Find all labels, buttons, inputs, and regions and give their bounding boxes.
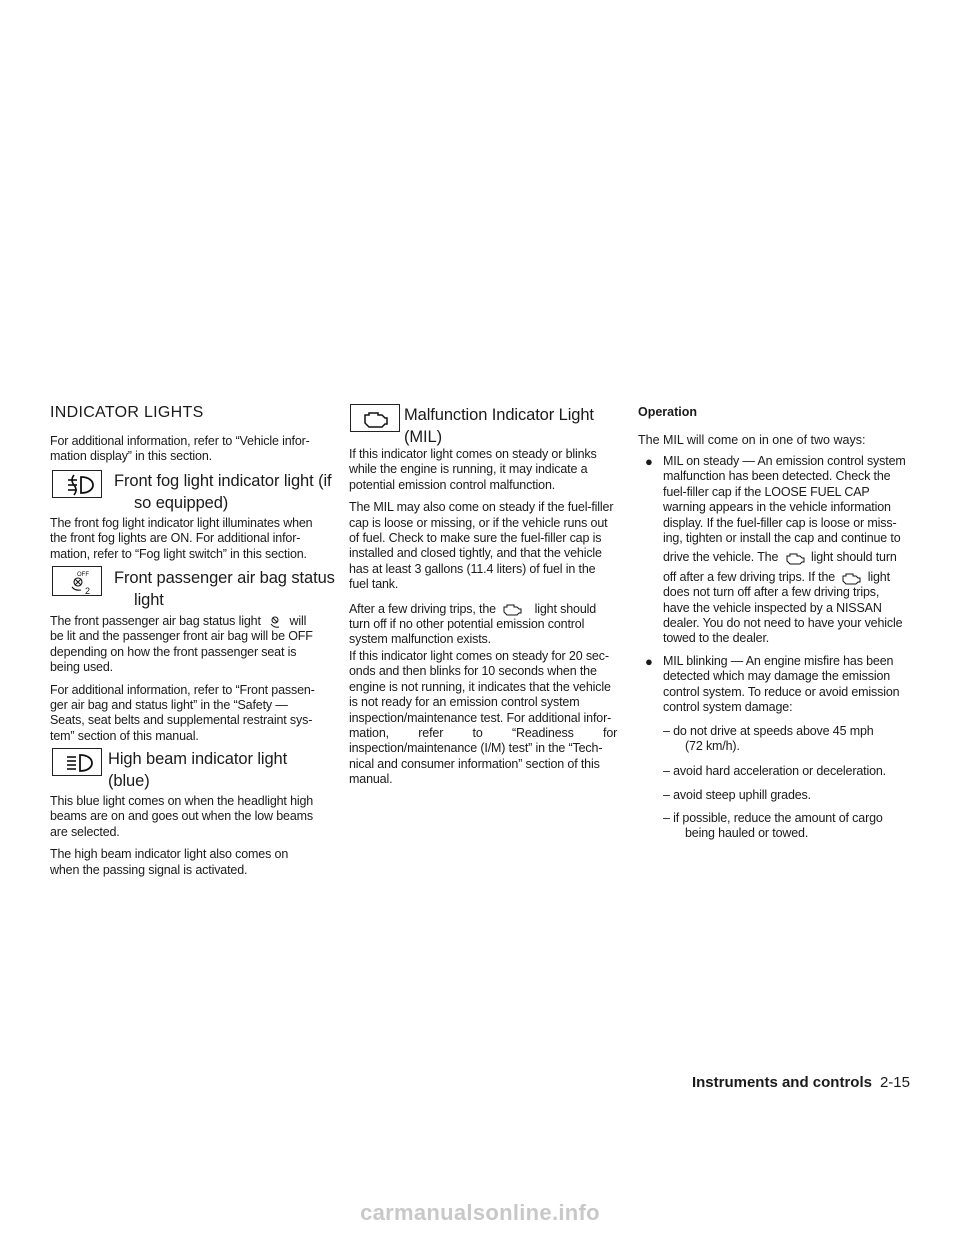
airbag-body: The front passenger air bag status light will be lit and the passenger front air bag will be OFF depending on how the front passenger seat is being used. For additional information, refer to “Front passen- ger air bag and status light” in the “Safety — Seats, seat belts and supplemental restraint sys- tem” section of this manual. — [50, 614, 315, 743]
bullet-2-marker: ● — [645, 654, 653, 669]
mil-icon-box — [350, 404, 400, 432]
footer-section-name: Instruments and controls — [691, 1074, 872, 1091]
passenger-airbag-off-icon — [53, 567, 103, 597]
front-fog-light-icon — [53, 471, 103, 499]
operation-heading: Operation — [638, 405, 698, 419]
engine-check-icon — [351, 405, 401, 433]
bullet-mil-blinking: MIL blinking — An engine misfire has been detected which may damage the emission control system. To reduce or avoid emission control system damage: — [663, 654, 900, 715]
engine-check-inline-icon — [838, 571, 864, 585]
dash-item-uphill: – avoid steep uphill grades. — [663, 788, 811, 802]
operation-intro: The MIL will come on in one of two ways: — [638, 433, 866, 447]
intro-paragraph: For additional information, refer to “Vehicle infor- mation display” in this section. — [50, 434, 310, 464]
high-beam-icon — [53, 749, 103, 777]
high-beam-body: This blue light comes on when the headlight high beams are on and goes out when the low beams are selected. The high beam indicator light also comes on when the passing signal is activated. — [50, 794, 314, 877]
mil-body: If this indicator light comes on steady or blinks while the engine is running, it may indicate a potential emission control malfunction. The MIL may also come on steady if the fuel-filler cap is loose or missing, or if the vehicle runs out of fuel. Check to make sure the fuel-filler cap is installed and closed tightly, and that the vehicle has at least 3 gallons (11.4 liters) of fuel in the fuel tank. After a few driving trips, the light should turn off if no other potential emission control system malfunction exists. If this indicator light comes on steady for 20 sec- onds and then blinks for 10 seconds when the engine is not running, it indicates that the vehicle is not ready for an emission control system inspection/maintenance test. For additional infor- mation, refer to “Readiness for inspection/maintenance (I/M) test” in the “Tech- nical and consumer information” section of this manual. — [349, 447, 618, 787]
page-footer — [692, 1074, 910, 1091]
dash-item-cargo: – if possible, reduce the amount of cargo being hauled or towed. — [663, 811, 883, 841]
dash-item-acceleration: – avoid hard acceleration or deceleration. — [663, 764, 887, 778]
watermark: carmanualsonline.info — [360, 1200, 600, 1225]
engine-check-inline-icon — [499, 602, 525, 616]
airbag-inline-icon — [264, 615, 286, 629]
high-beam-heading: High beam indicator light (blue) — [108, 750, 288, 790]
airbag-heading: Front passenger air bag status light — [114, 569, 335, 609]
passenger-airbag-icon-box — [52, 566, 102, 596]
airbag-off-label: OFF — [77, 572, 89, 578]
high-beam-icon-box — [52, 748, 102, 776]
bullet-mil-steady: MIL on steady — An emission control system malfunction has been detected. Check the fuel-filler cap if the LOOSE FUEL CAP warning appears in the vehicle information display. If the fuel-filler cap is loose or miss- ing, tighten or install the cap and continue to drive the vehicle. The light should turn off after a few driving trips. If the light does not turn off after a few driving trips, have the vehicle inspected by a NISSAN dealer. You do not need to have your vehicle towed to the dealer. — [663, 454, 906, 646]
page-number: 2-15 — [879, 1074, 910, 1091]
bullet-1-marker: ● — [645, 454, 653, 469]
engine-check-inline-icon — [782, 551, 808, 565]
airbag-seat-number: 2 — [85, 586, 91, 596]
dash-item-speed: – do not drive at speeds above 45 mph (72 km/h). — [663, 724, 874, 754]
fog-light-body: The front fog light indicator light illuminates when the front fog lights are ON. For additional infor- mation, refer to “Fog light switch” in this section. — [50, 516, 313, 561]
front-fog-light-icon-box — [52, 470, 102, 498]
mil-heading: Malfunction Indicator Light (MIL) — [404, 406, 594, 446]
fog-light-heading: Front fog light indicator light (if so equipped) — [114, 472, 332, 512]
section-title: INDICATOR LIGHTS — [50, 404, 204, 421]
